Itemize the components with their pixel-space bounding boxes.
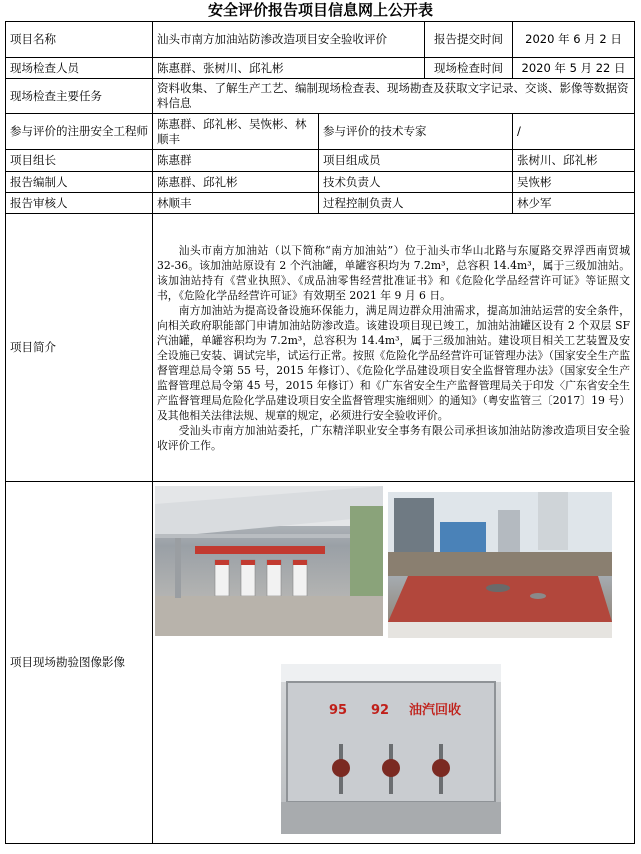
- leader-value: 陈惠群: [153, 150, 319, 172]
- intro-paragraph-2: 南方加油站为提高设备设施环保能力，满足周边群众用油需求，提高加油站运营的安全条件，向相关政府职能部门申请加油站防渗改造。该建设项目现已竣工，加油站油罐区设有 2 个双层 SF 汽油罐，单罐容积均为 7.2m³，总容积为 14.4m³，属于三级加油站。建设项目相关工艺装置及安全设施已安装、调试完毕，试运行正常。按照《危险化学品经营许可证管理办法》（国家安全生产监督管理总局令第 55 号，2015 年修订）、《危险化学品建设项目安全监督管理办法》（国家安全生产监督管理总局令第 45 号，2015 年修订）和《广东省安全生产监督管理局关于印发〈广东省安全生产监督管理局危险化学品建设项目安全监督管理实施细则〉的通知》（粤安监管三〔2017〕19 号）及其他相关法律法规、规章的规定，必须进行安全验收评价。: [157, 303, 630, 422]
- inspectors-value: 陈惠群、张树川、邱礼彬: [153, 58, 425, 79]
- project-name-label: 项目名称: [6, 22, 153, 58]
- tasks-label: 现场检查主要任务: [6, 79, 153, 114]
- intro-text: [153, 214, 635, 482]
- reviewer-value: 林顺丰: [153, 193, 319, 214]
- reviewer-label: 报告审核人: [6, 193, 153, 214]
- tank-area-photo: [388, 492, 612, 638]
- label-vapor-recovery: 油汽回收: [409, 703, 462, 718]
- tech-label: 技术负责人: [319, 172, 513, 193]
- engineers-value: 陈惠群、邱礼彬、吴恢彬、林顺丰: [153, 114, 319, 150]
- author-label: 报告编制人: [6, 172, 153, 193]
- inspect-time-value: 2020 年 5 月 22 日: [513, 58, 635, 79]
- label-92: 92: [371, 703, 390, 718]
- intro-label: 项目简介: [6, 214, 153, 482]
- engineers-label: 参与评价的注册安全工程师: [6, 114, 153, 150]
- photos-cell: [153, 482, 635, 844]
- submit-time-label: 报告提交时间: [425, 22, 513, 58]
- intro-paragraph-3: 受汕头市南方加油站委托，广东精洋职业安全事务有限公司承担该加油站防渗改造项目安全验收评价工作。: [157, 423, 630, 452]
- process-value: 林少军: [513, 193, 635, 214]
- members-label: 项目组成员: [319, 150, 513, 172]
- intro-paragraph-1: 汕头市南方加油站（以下简称“南方加油站”）位于汕头市华山北路与东厦路交界浮西南贸城 32-36。该加油站原设有 2 个汽油罐，单罐容积均为 7.2m³，总容积 14.4m³，属于三级加油站。该加油站持有《营业执照》、《成品油零售经营批准证书》和《危险化学品经营许可证》等证照文书，《危险化学品经营许可证》有效期至 2021 年 9 月 6 日。: [157, 243, 630, 302]
- photos-label: 项目现场勘验图像影像: [6, 482, 153, 844]
- tech-value: 吴恢彬: [513, 172, 635, 193]
- author-value: 陈惠群、邱礼彬: [153, 172, 319, 193]
- experts-value: /: [513, 114, 635, 150]
- label-95: 95: [329, 703, 348, 718]
- photos-area: [153, 482, 634, 840]
- members-value: 张树川、邱礼彬: [513, 150, 635, 172]
- info-table: [5, 21, 635, 844]
- submit-time-value: 2020 年 6 月 2 日: [513, 22, 635, 58]
- project-name-value: 汕头市南方加油站防渗改造项目安全验收评价: [153, 22, 425, 58]
- leader-label: 项目组长: [6, 150, 153, 172]
- tasks-value: 资料收集、了解生产工艺、编制现场检查表、现场勘查及获取文字记录、交谈、影像等数据资料信息: [153, 79, 635, 114]
- inspect-time-label: 现场检查时间: [425, 58, 513, 79]
- vapor-recovery-box-photo: [281, 664, 501, 834]
- inspectors-label: 现场检查人员: [6, 58, 153, 79]
- experts-label: 参与评价的技术专家: [319, 114, 513, 150]
- process-label: 过程控制负责人: [319, 193, 513, 214]
- page-title: 安全评价报告项目信息网上公开表: [207, 1, 433, 19]
- gas-station-canopy-photo: [155, 486, 383, 636]
